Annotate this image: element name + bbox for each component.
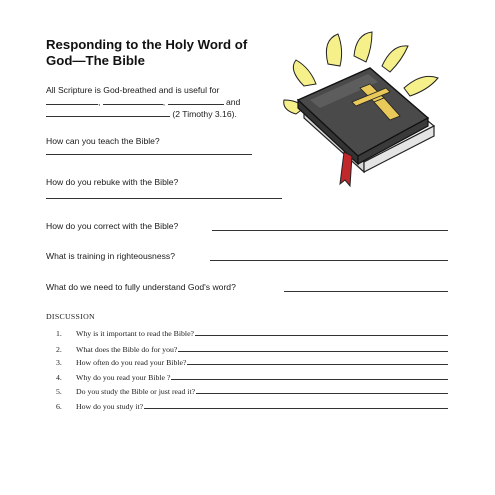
item-text: How often do you read your Bible? bbox=[76, 358, 187, 367]
item-text: What does the Bible do for you? bbox=[76, 345, 178, 354]
item-text: Do you study the Bible or just read it? bbox=[76, 387, 196, 396]
blank-4[interactable] bbox=[46, 108, 170, 117]
discussion-heading: DISCUSSION bbox=[46, 312, 95, 321]
comma-1: , bbox=[98, 97, 101, 107]
answer-line[interactable] bbox=[171, 371, 448, 380]
answer-line-rebuke[interactable] bbox=[46, 198, 282, 199]
blank-2[interactable] bbox=[103, 96, 166, 107]
question-teach: How can you teach the Bible? bbox=[46, 136, 160, 146]
worksheet-title: Responding to the Holy Word of God—The Bible bbox=[46, 37, 248, 68]
blank-3[interactable] bbox=[168, 96, 224, 105]
answer-line-teach[interactable] bbox=[46, 154, 252, 155]
scripture-reference: (2 Timothy 3.16). bbox=[172, 109, 237, 119]
answer-line-understand[interactable] bbox=[284, 291, 448, 292]
answer-line-correct[interactable] bbox=[212, 230, 448, 231]
item-text: Why do you read your Bible ? bbox=[76, 373, 171, 382]
comma-2: , bbox=[162, 97, 166, 107]
answer-line[interactable] bbox=[195, 327, 448, 336]
answer-line[interactable] bbox=[187, 356, 448, 365]
discussion-item bbox=[56, 385, 448, 396]
discussion-item bbox=[56, 400, 448, 411]
and-text: and bbox=[225, 97, 241, 107]
item-number: 6. bbox=[56, 402, 62, 411]
item-number: 3. bbox=[56, 358, 62, 367]
question-righteousness: What is training in righteousness? bbox=[46, 251, 175, 261]
scripture-intro bbox=[46, 84, 276, 120]
item-text: How do you study it? bbox=[76, 402, 144, 411]
holy-bible-icon bbox=[282, 30, 448, 190]
discussion-item bbox=[56, 371, 448, 382]
answer-line[interactable] bbox=[196, 385, 448, 394]
discussion-item bbox=[56, 343, 448, 354]
discussion-item bbox=[56, 327, 448, 338]
item-number: 5. bbox=[56, 387, 62, 396]
item-number: 2. bbox=[56, 345, 62, 354]
bookmark-ribbon bbox=[340, 152, 352, 186]
item-number: 1. bbox=[56, 329, 62, 338]
answer-line[interactable] bbox=[178, 343, 448, 352]
discussion-item bbox=[56, 356, 448, 367]
question-understand: What do we need to fully understand God's word? bbox=[46, 282, 236, 292]
answer-line-righteousness[interactable] bbox=[210, 260, 448, 261]
question-rebuke: How do you rebuke with the Bible? bbox=[46, 177, 179, 187]
item-text: Why is it important to read the Bible? bbox=[76, 329, 195, 338]
question-correct: How do you correct with the Bible? bbox=[46, 221, 179, 231]
item-number: 4. bbox=[56, 373, 62, 382]
answer-line[interactable] bbox=[144, 400, 448, 409]
intro-text: All Scripture is God-breathed and is useful for bbox=[46, 85, 220, 95]
blank-1[interactable] bbox=[46, 96, 101, 107]
